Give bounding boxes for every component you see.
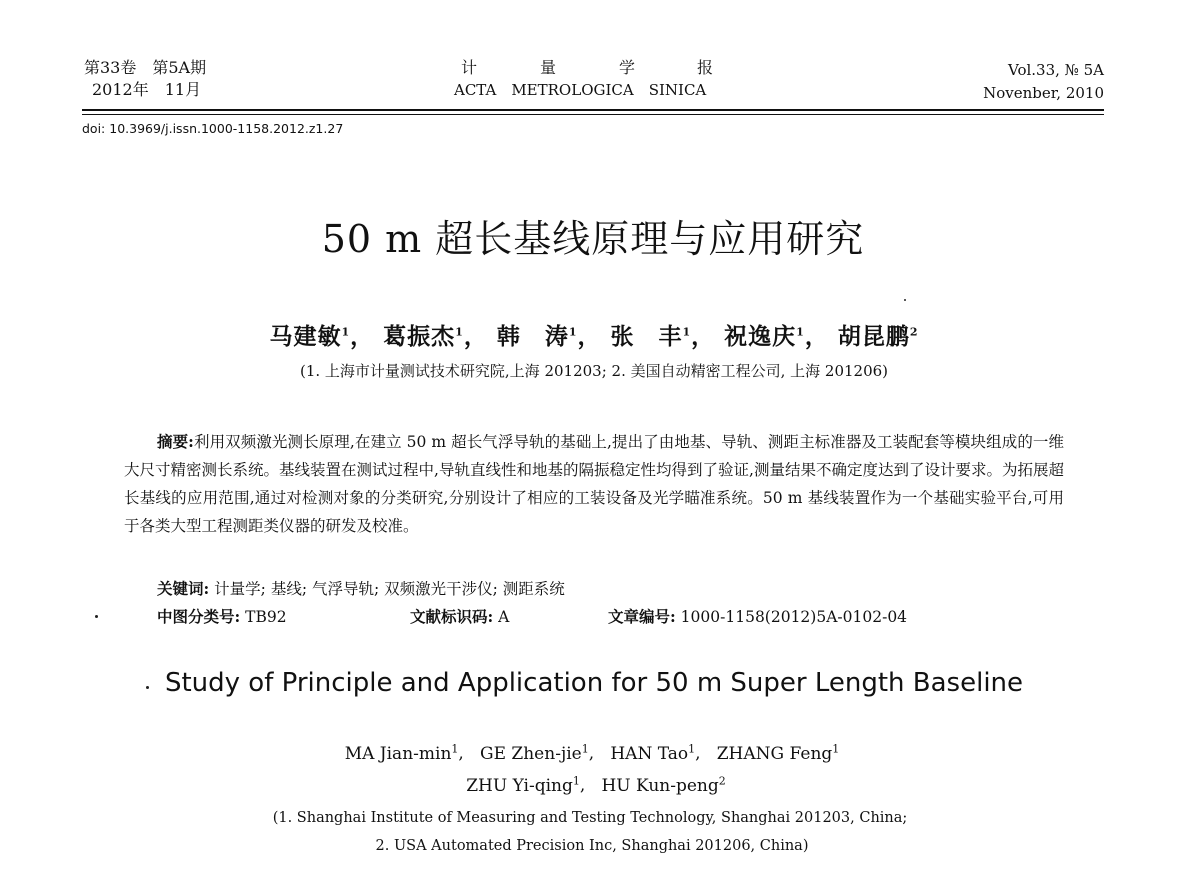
paper-title-en: Study of Principle and Application for 50 m Super Length Baseline xyxy=(164,668,1024,698)
date-en: Novenber, 2010 xyxy=(983,84,1104,102)
author-en: ZHANG Feng$^1$ xyxy=(716,742,840,764)
author-cn: 祝逸庆$^1$ xyxy=(724,323,805,350)
affiliation-en-line2: 2. USA Automated Precision Inc, Shanghai 201206, China) xyxy=(375,838,809,854)
volume-number-en: Vol.33, № 5A xyxy=(1007,61,1104,79)
keywords xyxy=(157,577,565,599)
publication-date: 2012年 11月 xyxy=(92,80,202,99)
author-cn: 葛振杰$^1$ xyxy=(383,323,464,350)
author-cn: 马建敏$^1$ xyxy=(269,323,351,350)
journal-title-en: ACTA METROLOGICA SINICA xyxy=(454,81,707,99)
author-en: HU Kun-peng$^2$ xyxy=(601,774,726,796)
author-en: GE Zhen-jie$^1$ xyxy=(480,742,589,764)
volume-issue: 第33卷 第5A期 xyxy=(84,58,207,77)
authors-en-line2: ZHU Yi-qing$^1$, HU Kun-peng$^2$ xyxy=(466,774,726,796)
journal-title-cn-char: 量 xyxy=(540,58,557,77)
author-cn: 韩 涛$^1$ xyxy=(496,323,578,350)
authors-en-line1: MA Jian-$\min^1$, GE Zhen-jie$^1$, HAN Tao$^1$, ZHANG Feng$^1$ xyxy=(344,742,840,764)
doi: doi: 10.3969/j.issn.1000-1158.2012.z1.27 xyxy=(82,121,344,136)
author-en: HAN Tao$^1$ xyxy=(610,742,696,764)
abstract-label: 摘要: xyxy=(157,432,194,451)
affiliation-cn: (1. 上海市计量测试技术研究院,上海 201203; 2. 美国自动精密工程公司, 上海 201206) xyxy=(299,362,889,380)
affiliation-en-line1: (1. Shanghai Institute of Measuring and Testing Technology, Shanghai 201203, China; xyxy=(272,810,908,826)
authors-cn: 马建敏$^1$， 葛振杰$^1$， 韩 涛$^1$， 张 丰$^1$， 祝逸庆$^1$， 胡昆鹏$^2$ xyxy=(269,323,919,350)
header-rule-thin xyxy=(82,114,1104,115)
author-en: ZHU Yi-qing$^1$ xyxy=(466,774,580,796)
document-code: 文献标识码: A xyxy=(410,607,510,626)
journal-title-cn-char: 学 xyxy=(619,58,636,77)
author-en: MA Jian-$\min^1$ xyxy=(344,742,459,764)
abstract xyxy=(124,428,1064,540)
author-cn: 张 丰$^1$ xyxy=(610,323,692,350)
author-cn: 胡昆鹏$^2$ xyxy=(837,323,919,350)
paper-title-cn: 50 m 超长基线原理与应用研究 xyxy=(321,217,865,261)
keywords-label: 关键词: xyxy=(157,579,210,598)
scan-speck xyxy=(146,686,149,689)
journal-title-cn-char: 报 xyxy=(697,58,714,77)
article-number: 文章编号: 1000-1158(2012)5A-0102-04 xyxy=(608,607,908,626)
scan-speck xyxy=(904,299,906,301)
keywords-text: 计量学; 基线; 气浮导轨; 双频激光干涉仪; 测距系统 xyxy=(214,580,565,598)
scan-speck xyxy=(95,615,98,618)
journal-title-cn-char: 计 xyxy=(461,58,478,77)
abstract-text: 利用双频激光测长原理,在建立 50 m 超长气浮导轨的基础上,提出了由地基、导轨、测距主标准器及工装配套等模块组成的一维大尺寸精密测长系统。基线装置在测试过程中,导轨直线性和地基的隔振稳定性均得到了验证,测量结果不确定度达到了设计要求。为拓展超长基线的应用范围,通过对检测对象的分类研究,分别设计了相应的工装设备及光学瞄准系统。50 m 基线装置作为一个基础实验平台,可用于各类大型工程测距类仪器的研发及校准。 xyxy=(124,433,1064,535)
clc-number: 中图分类号: TB92 xyxy=(157,607,287,626)
header-rule-thick xyxy=(82,109,1104,111)
